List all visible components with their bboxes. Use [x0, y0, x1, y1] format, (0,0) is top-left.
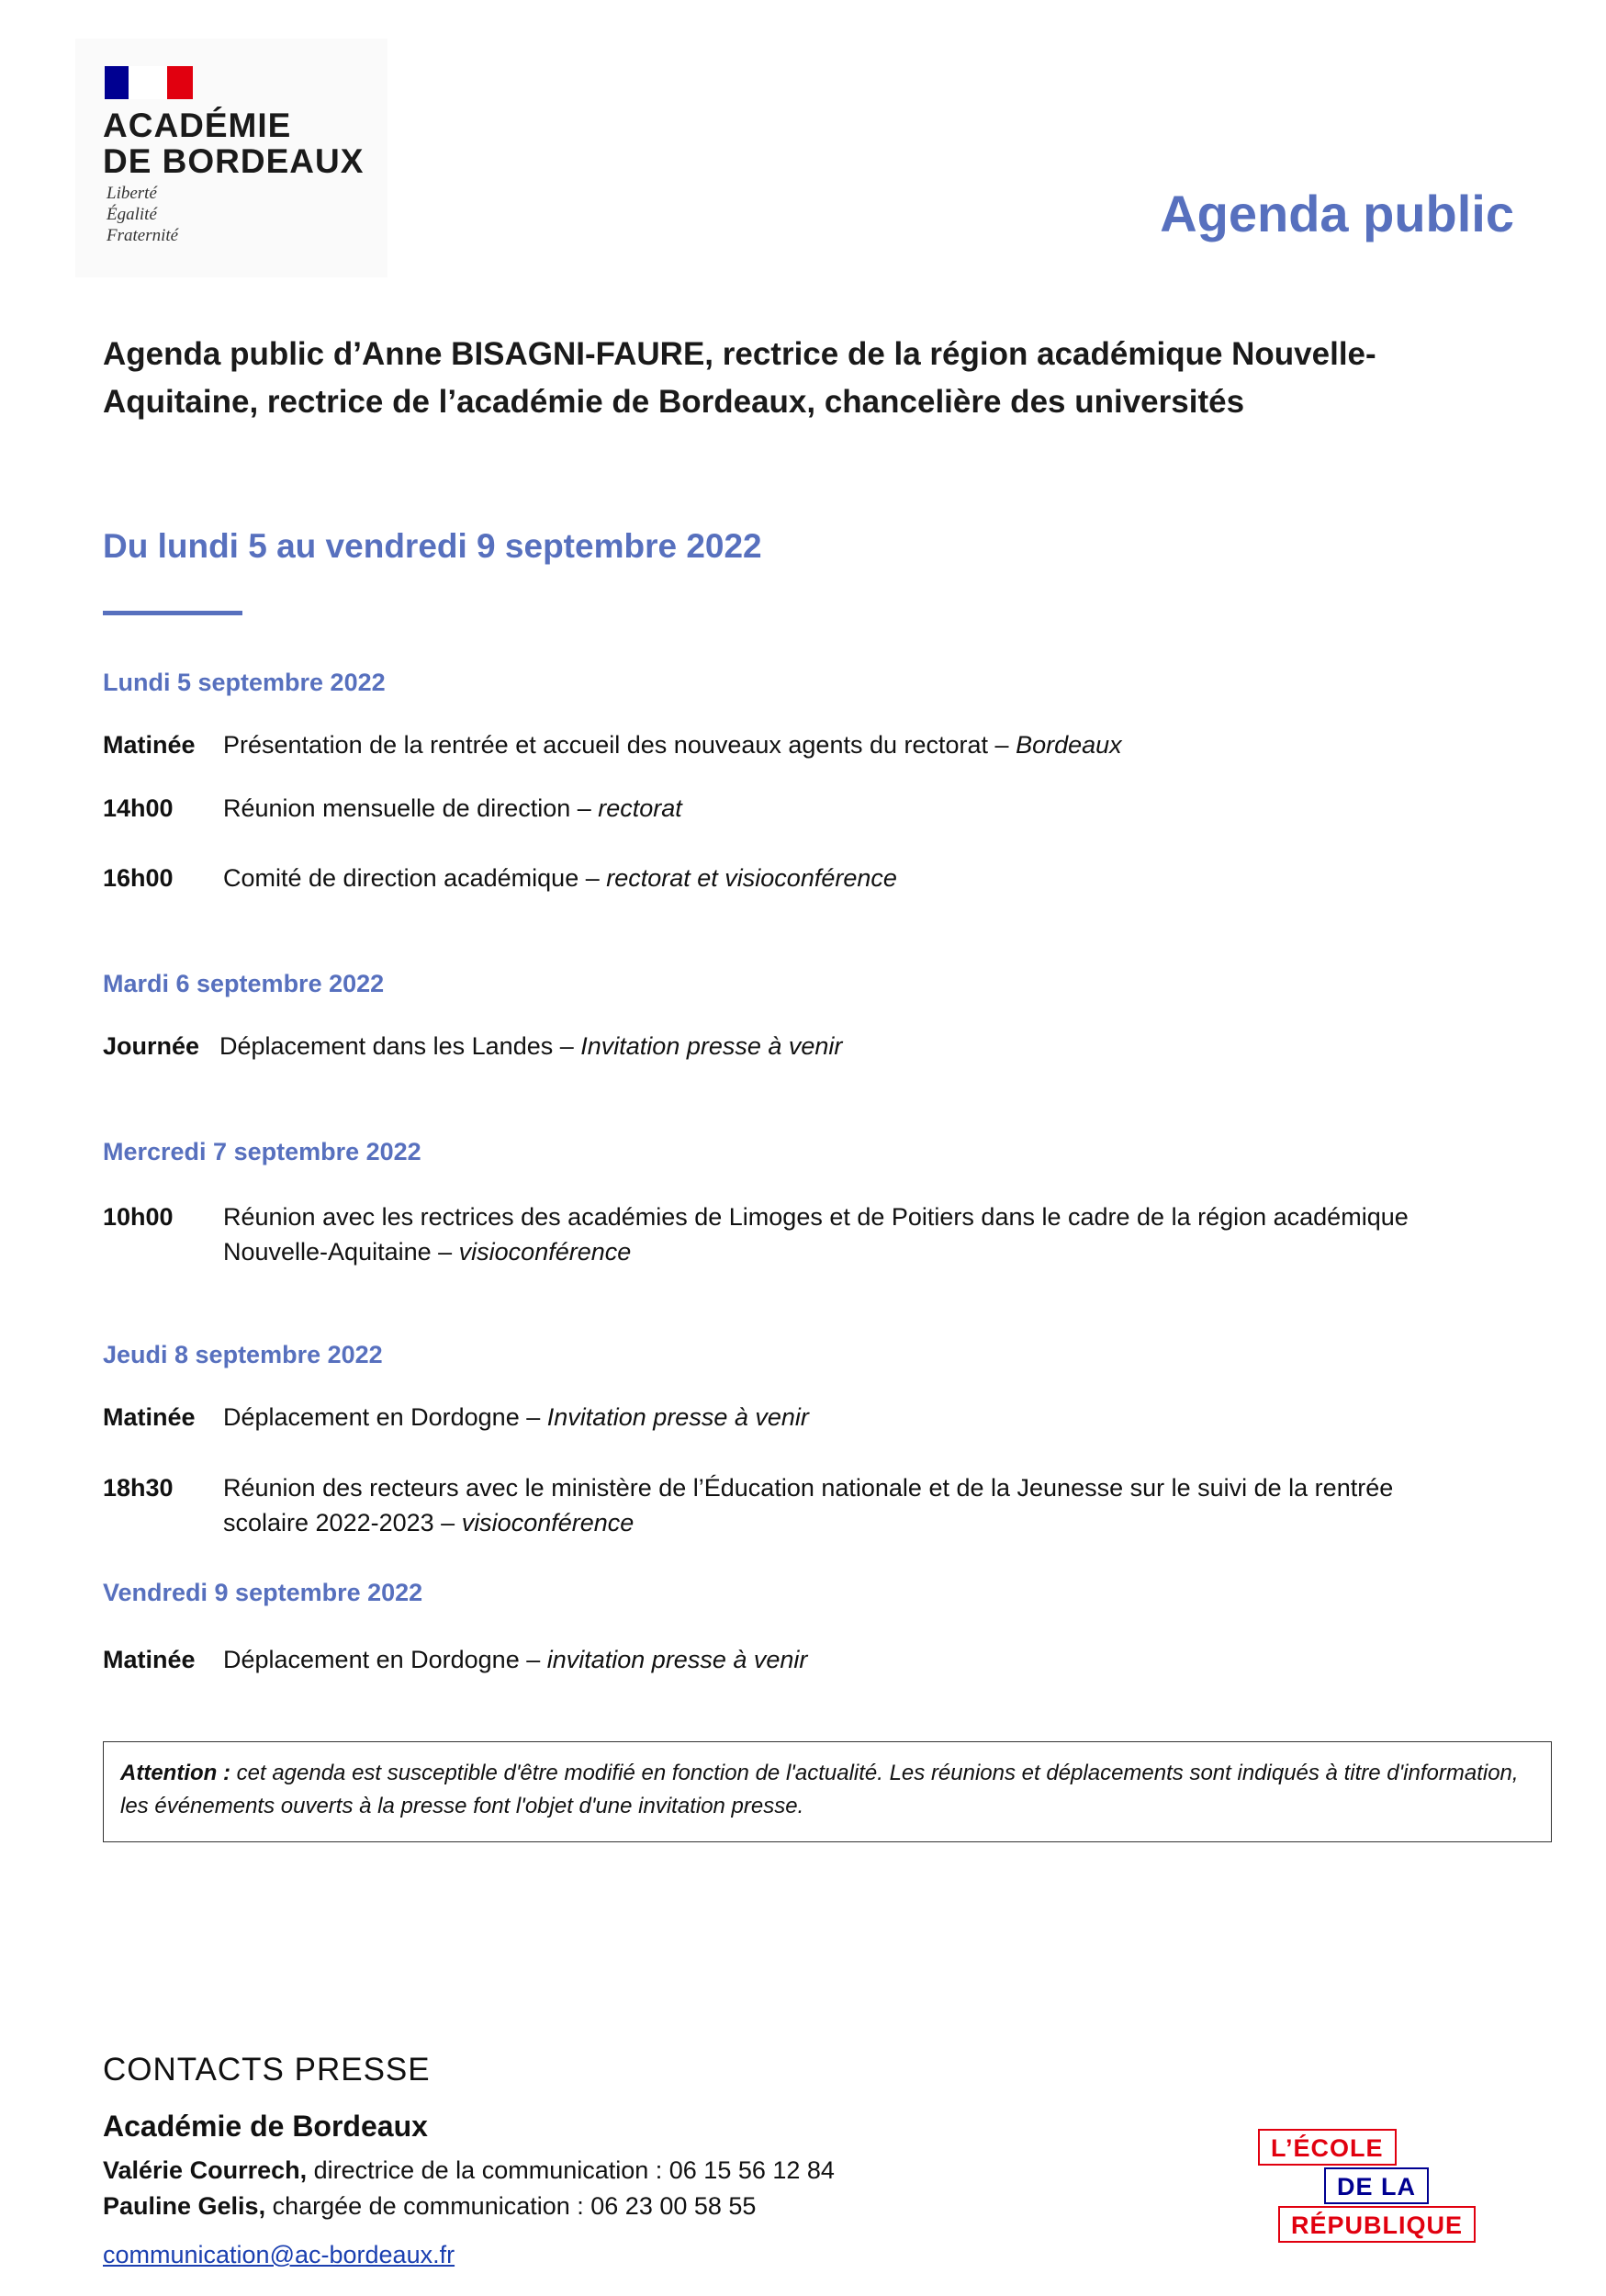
- marianne-flag-icon: [105, 66, 193, 99]
- event-text: Réunion mensuelle de direction – rectorat: [223, 794, 682, 822]
- event-time: 14h00: [103, 794, 174, 822]
- ecole-logo-line-1: L’ÉCOLE: [1258, 2129, 1397, 2166]
- day-title-lundi: Lundi 5 septembre 2022: [103, 669, 386, 696]
- day-title-mardi: Mardi 6 septembre 2022: [103, 970, 385, 997]
- main-heading: Agenda public d’Anne BISAGNI-FAURE, rectrice de la région académique Nouvelle-Aquitaine, rectrice de l’académie de Bordeaux, chancelière des universités: [103, 336, 1376, 420]
- week-title-underline: [103, 611, 242, 615]
- contact-person: Valérie Courrech, directrice de la communication : 06 15 56 12 84: [103, 2156, 835, 2184]
- contacts-organization: Académie de Bordeaux: [103, 2110, 428, 2143]
- motto-fraternite: Fraternité: [107, 226, 179, 245]
- day-title-jeudi: Jeudi 8 septembre 2022: [103, 1341, 383, 1368]
- contact-email-link[interactable]: communication@ac-bordeaux.fr: [103, 2241, 455, 2268]
- disclaimer-label: Attention :: [120, 1761, 230, 1785]
- event-text: Déplacement en Dordogne – invitation presse à venir: [223, 1646, 808, 1673]
- disclaimer-text: cet agenda est susceptible d'être modifié en fonction de l'actualité. Les réunions et déplacements sont indiqués à titre d'information, les événements ouverts à la presse font l'objet d'une invitation presse.: [120, 1761, 1519, 1818]
- ecole-republique-logo: [1258, 2129, 1488, 2257]
- event-text: Comité de direction académique – rectorat et visioconférence: [223, 864, 897, 892]
- disclaimer-box: [103, 1741, 1552, 1842]
- day-title-vendredi: Vendredi 9 septembre 2022: [103, 1579, 423, 1606]
- event-time: Matinée: [103, 1646, 196, 1673]
- event-time: 16h00: [103, 864, 174, 892]
- document-title: Agenda public: [1160, 185, 1514, 242]
- event-time: 18h30: [103, 1474, 174, 1502]
- logo-line-1: ACADÉMIE: [103, 107, 292, 144]
- ecole-logo-line-3: RÉPUBLIQUE: [1278, 2206, 1476, 2243]
- event-text: Présentation de la rentrée et accueil des nouveaux agents du rectorat – Bordeaux: [223, 731, 1122, 759]
- event-time: Matinée: [103, 731, 196, 759]
- contacts-heading: CONTACTS PRESSE: [103, 2052, 431, 2088]
- event-text: Réunion des recteurs avec le ministère de l’Éducation nationale et de la Jeunesse sur le suivi de la rentrée scolaire 2022-2023 – visioconférence: [223, 1474, 1394, 1536]
- motto-liberte: Liberté: [107, 184, 157, 203]
- event-time: 10h00: [103, 1203, 174, 1231]
- week-title: Du lundi 5 au vendredi 9 septembre 2022: [103, 527, 762, 565]
- event-time: Matinée: [103, 1403, 196, 1431]
- event-text: Réunion avec les rectrices des académies de Limoges et de Poitiers dans le cadre de la région académique Nouvelle-Aquitaine – visioconférence: [223, 1203, 1409, 1266]
- contact-person: Pauline Gelis, chargée de communication : 06 23 00 58 55: [103, 2192, 757, 2220]
- event-time: Journée: [103, 1032, 200, 1060]
- day-title-mercredi: Mercredi 7 septembre 2022: [103, 1138, 421, 1165]
- motto-egalite: Égalité: [107, 205, 157, 224]
- event-text: Déplacement dans les Landes – Invitation presse à venir: [219, 1032, 843, 1060]
- event-text: Déplacement en Dordogne – Invitation presse à venir: [223, 1403, 809, 1431]
- logo-line-2: DE BORDEAUX: [103, 142, 365, 180]
- ecole-logo-line-2: DE LA: [1324, 2167, 1429, 2204]
